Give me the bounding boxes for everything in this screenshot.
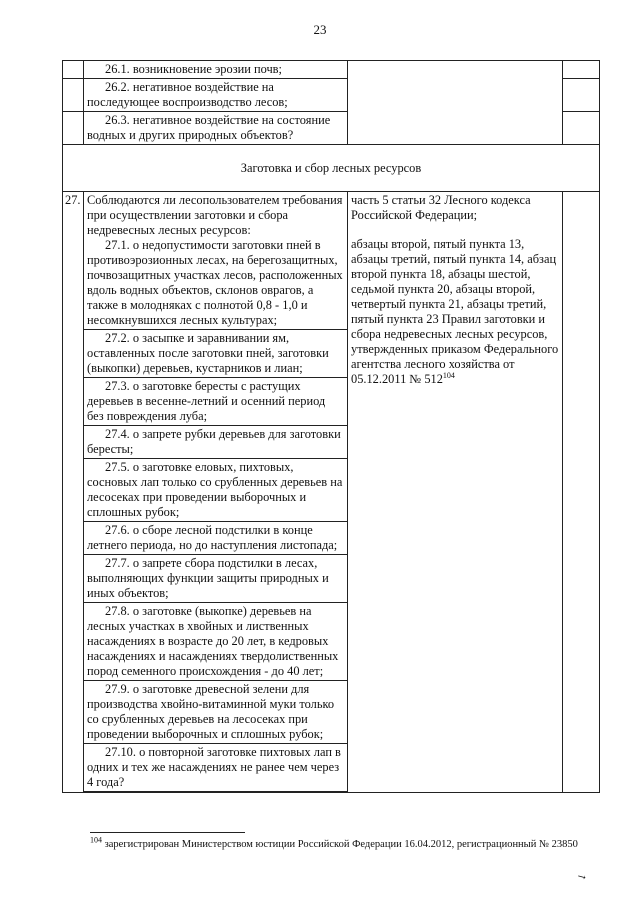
sub-item: 27.1. о недопустимости заготовки пней в противоэрозионных лесах, на берегозащитных, почвозащитных участках лесов, расположенных вдоль водных объектов, склонов оврагов, а также в молодняках с полнотой 0,8 - 1,0 и несомкнувшихся лесных культурах; — [87, 238, 343, 327]
footnote-number: 104 — [90, 835, 102, 845]
number-cell — [63, 112, 84, 145]
footnote-ref: 104 — [442, 370, 455, 380]
legal-cell — [348, 192, 563, 793]
sub-item: 27.8. о заготовке (выкопке) деревьев на лесных участках в хвойных и лиственных насаждениях в возрасте до 20 лет, в кедровых насаждениях и насаждениях твердолиственных пород семенного происхождения - до 40 лет; — [84, 603, 348, 681]
sub-item: 27.2. о засыпке и заравнивании ям, оставленных после заготовки пней, заготовки (выкопки) деревьев, кустарников и лиан; — [84, 330, 348, 378]
section-row — [63, 145, 600, 192]
requirement-cell — [84, 192, 348, 330]
number-cell — [63, 79, 84, 112]
requirement-cell: 26.2. негативное воздействие на последующее воспроизводство лесов; — [84, 79, 348, 112]
answer-cell — [563, 61, 600, 79]
requirement-cell: 26.3. негативное воздействие на состояние водных и других природных объектов? — [84, 112, 348, 145]
checklist-table — [62, 60, 600, 793]
legal-basis-code: часть 5 статьи 32 Лесного кодекса Российской Федерации; — [351, 193, 531, 222]
sub-item: 27.4. о запрете рубки деревьев для заготовки бересты; — [84, 426, 348, 459]
corner-mark: ↘ — [575, 870, 589, 885]
spacer — [84, 792, 348, 793]
table-row — [63, 61, 600, 79]
footnote-text: зарегистрирован Министерством юстиции Российской Федерации 16.04.2012, регистрационный № 23850 — [104, 839, 578, 850]
page-number: 23 — [313, 22, 327, 37]
requirement-cell: 26.1. возникновение эрозии почв; — [84, 61, 348, 79]
legal-cell — [348, 61, 563, 145]
sub-item: 27.5. о заготовке еловых, пихтовых, сосновых лап только со срубленных деревьев на лесосеках при проведении выборочных и сплошных рубок; — [84, 459, 348, 522]
answer-cell — [563, 79, 600, 112]
table-row — [63, 192, 600, 330]
item-number: 27. — [63, 192, 84, 793]
answer-cell — [563, 112, 600, 145]
number-cell — [63, 61, 84, 79]
sub-item: 27.6. о сборе лесной подстилки в конце летнего периода, но до наступления листопада; — [84, 522, 348, 555]
answer-cell — [563, 192, 600, 793]
sub-item: 27.10. о повторной заготовке пихтовых лап в одних и тех же насаждениях не ранее чем через 4 года? — [84, 744, 348, 792]
sub-item: 27.7. о запрете сбора подстилки в лесах, выполняющих функции защиты природных и иных объектов; — [84, 555, 348, 603]
legal-basis-rules: абзацы второй, пятый пункта 13, абзацы третий, пятый пункта 14, абзац второй пункта 18, абзацы шестой, седьмой пункта 20, абзацы второй, четвертый пункта 21, абзацы третий, пятый пункта 23 Правил заготовки и сбора недревесных лесных ресурсов, утвержденных приказом Федерального агентства лесного хозяйства от 05.12.2011 № $512^{104}$ — [351, 237, 559, 386]
sub-item: 27.9. о заготовке древесной зелени для производства хвойно-витаминной муки только со срубленных деревьев на лесосеках при проведении выборочных и сплошных рубок; — [84, 681, 348, 744]
footnote — [90, 835, 610, 850]
item-question: Соблюдаются ли лесопользователем требования при осуществлении заготовки и сбора недревесных лесных ресурсов: — [87, 193, 343, 237]
sub-item: 27.3. о заготовке бересты с растущих деревьев в весенне-летний и осенний период без повреждения луба; — [84, 378, 348, 426]
footnote-separator — [90, 832, 245, 833]
section-title: Заготовка и сбор лесных ресурсов — [63, 145, 600, 192]
